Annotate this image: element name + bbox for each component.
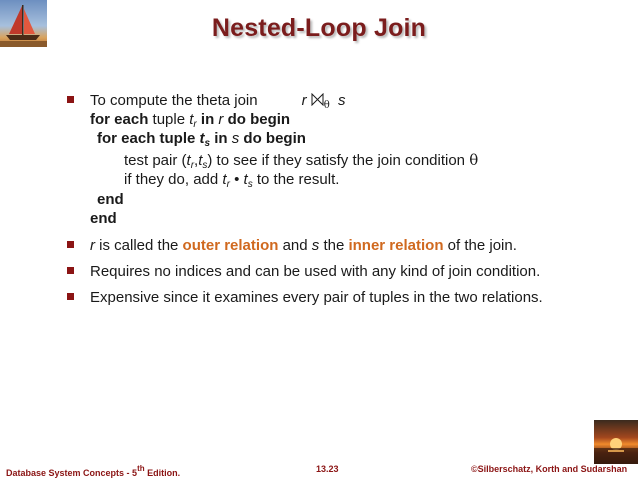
slide-title: Nested-Loop Join <box>211 14 427 42</box>
bullet-marker <box>67 267 74 274</box>
footer-book-title: Database System Concepts - 5th Edition. <box>6 464 181 478</box>
algo-end-inner: end <box>97 191 124 208</box>
footer-copyright: ©Silberschatz, Korth and Sudarshan <box>471 464 628 474</box>
join-icon <box>311 93 324 106</box>
bullet-marker <box>67 241 74 248</box>
bullet-expensive: Expensive since it examines every pair of tuples in the two relations. <box>90 289 543 306</box>
algo-line-3: test pair $(t_r,t_s)$ to see if they satisfy the join condition θ <box>124 151 479 171</box>
algo-line-1: for each tuple $t_r$ in r do begin <box>90 111 291 130</box>
bullet-outer-inner-relation: r is called the outer relation and s the inner relation of the join. <box>90 237 517 254</box>
bullet-theta-join-intro: To compute the theta join r $_\theta$ s <box>90 92 346 111</box>
algo-line-4: if they do, add $t_r$ • $t_s$ to the result. <box>124 171 340 190</box>
algo-end-outer: end <box>90 210 117 227</box>
footer-page-number: 13.23 <box>316 464 339 474</box>
bullet-marker <box>67 96 74 103</box>
algo-line-2: for each tuple $t_s$ in s do begin <box>97 130 306 149</box>
bullet-no-indices: Requires no indices and can be used with any kind of join condition. <box>90 263 541 280</box>
sunset-image <box>594 420 638 464</box>
bullet-marker <box>67 293 74 300</box>
